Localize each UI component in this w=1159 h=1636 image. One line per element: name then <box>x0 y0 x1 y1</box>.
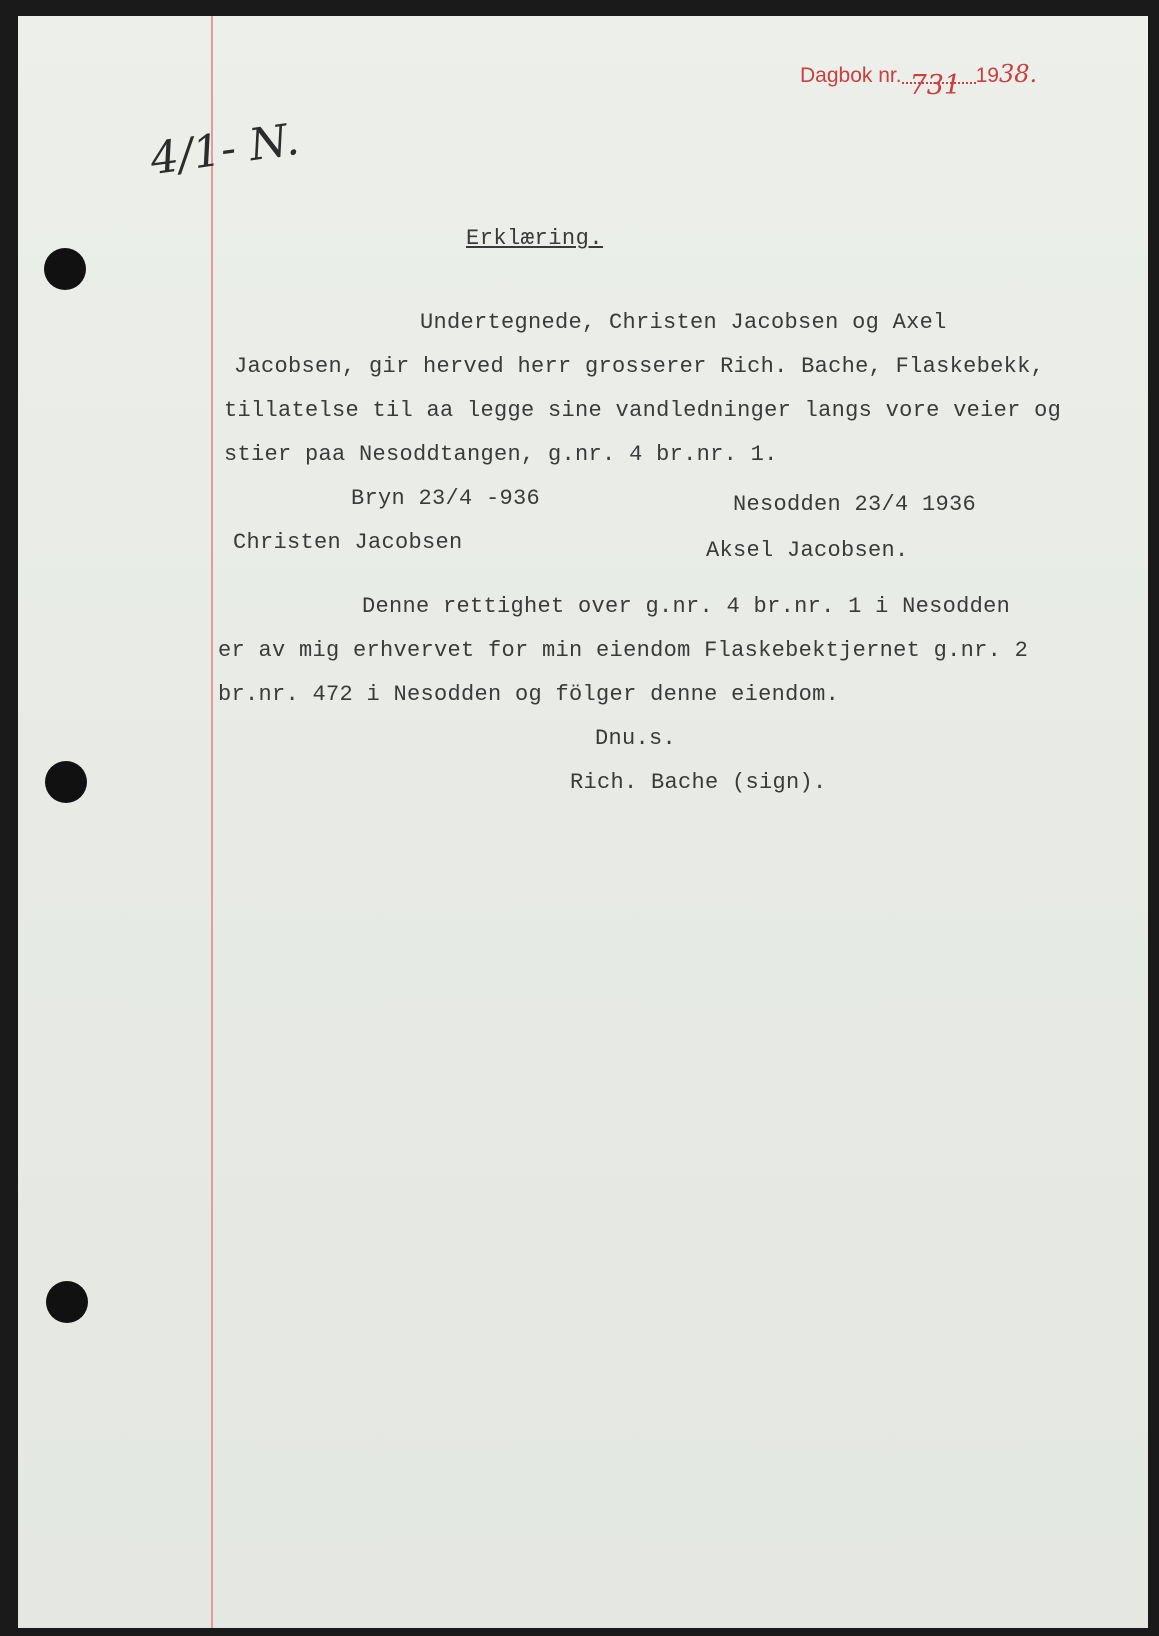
signature-line: Rich. Bache (sign). <box>570 770 827 795</box>
dagbok-stamp <box>800 60 1038 101</box>
stamp-label: Dagbok nr. <box>800 64 902 87</box>
punch-hole-icon <box>45 761 87 803</box>
handwritten-note: 4/1- N. <box>147 113 303 186</box>
para1-line: tillatelse til aa legge sine vandledninger langs vore veier og <box>224 398 1062 423</box>
para2-line: br.nr. 472 i Nesodden og fölger denne eiendom. <box>218 682 840 707</box>
document-page <box>18 16 1148 1628</box>
para2-line: er av mig erhvervet for min eiendom Flaskebektjernet g.nr. 2 <box>218 638 1029 663</box>
place-date-left: Bryn 23/4 -936 <box>351 486 541 511</box>
signer-left: Christen Jacobsen <box>233 530 463 555</box>
para1-line: stier paa Nesoddtangen, g.nr. 4 br.nr. 1. <box>224 442 778 467</box>
signer-right: Aksel Jacobsen. <box>706 538 909 563</box>
para2-line: Denne rettighet over g.nr. 4 br.nr. 1 i Nesodden <box>362 594 1011 619</box>
punch-hole-icon <box>44 248 86 290</box>
document-title: Erklæring. <box>466 226 604 251</box>
para1-line: Jacobsen, gir herved herr grosserer Rich. Bache, Flaskebekk, <box>234 354 1045 379</box>
para1-line: Undertegnede, Christen Jacobsen og Axel <box>420 310 947 335</box>
closing: Dnu.s. <box>595 726 677 751</box>
stamp-year-suffix: 38. <box>998 60 1038 88</box>
stamp-year-prefix: 19 <box>975 64 999 87</box>
punch-hole-icon <box>46 1281 88 1323</box>
stamp-number: 731 <box>909 70 962 101</box>
place-date-right: Nesodden 23/4 1936 <box>733 492 977 517</box>
margin-rule <box>211 16 213 1628</box>
